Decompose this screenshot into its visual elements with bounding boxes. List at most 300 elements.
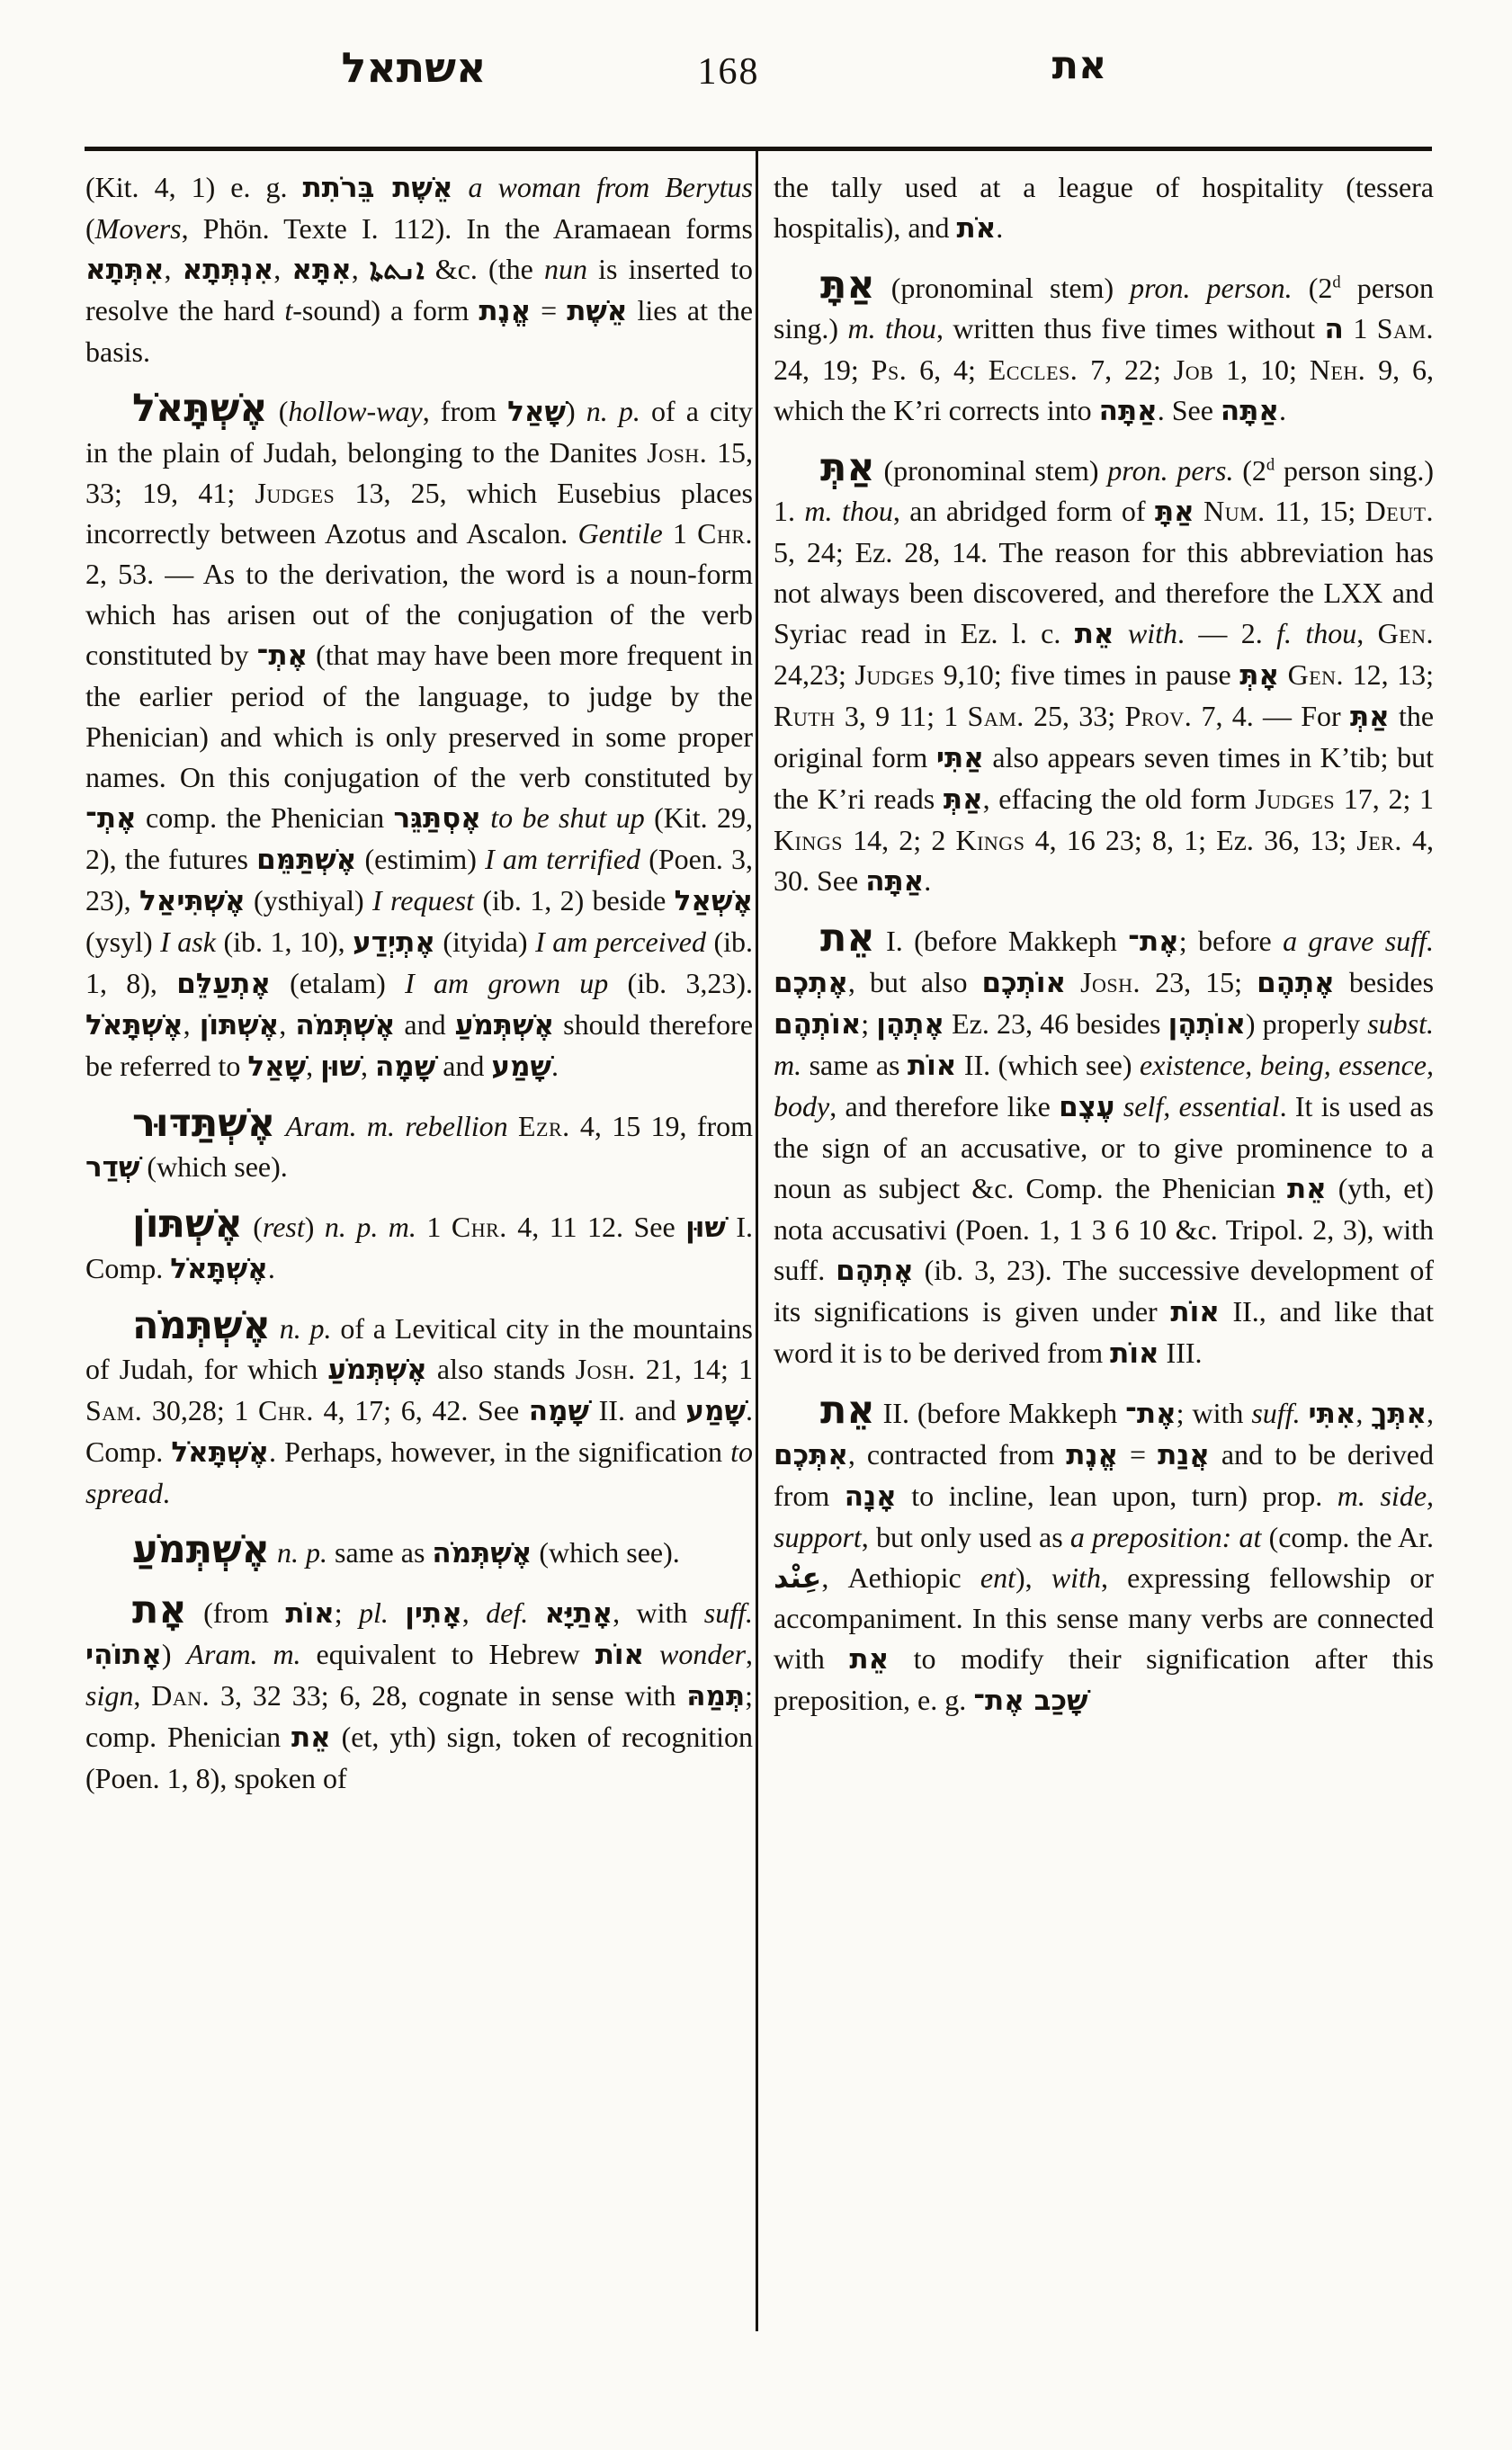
text-segment: , [461,1596,487,1629]
text-segment: (etalam) [270,967,406,999]
text-segment: (Kit. 4, 1) e. g. [85,171,303,203]
text-segment: a grave suff. [1283,925,1435,957]
hebrew-text: אוֹת [1110,1337,1159,1370]
book-reference: Num. [1203,495,1266,527]
book-reference: Ruth [774,700,836,732]
hebrew-headword: אֶשְׁתּוֹן [132,1202,243,1247]
running-head-right-word: את [1051,43,1107,88]
text-segment: , [351,253,370,285]
hebrew-text: אַתָּ [1154,496,1194,528]
text-segment: , [360,1050,375,1082]
text-segment: of a city in the plain of Judah, belonging to the Danites [85,395,754,469]
text-segment [270,1536,277,1569]
text-segment: I request [372,884,475,917]
text-segment: 9,10; five times in pause [935,658,1240,691]
hebrew-headword: אֵת [820,916,875,961]
hebrew-text: אֶשְׁתְּמֹעַ [327,1354,427,1386]
hebrew-text: אֶשְׁתָּאֹל [85,1009,183,1042]
text-segment: of a Levitical city in the mountains of Judah, for which [85,1312,753,1385]
text-segment: 30,28; 1 [142,1394,259,1426]
text-segment: . [924,864,932,897]
text-segment: 4, 16 23; 8, 1; Ez. 36, 13; [1024,824,1357,856]
text-segment: (ib. 1, 2) beside [474,884,675,917]
book-reference: Jer. [1356,824,1402,856]
text-segment: , [133,1679,152,1712]
text-segment: with [1127,617,1177,649]
text-segment: 12, 13; [1344,658,1435,691]
text-segment: n. p. [279,1312,332,1345]
text-segment: suff. [1251,1397,1301,1429]
text-segment: I am grown up [405,967,609,999]
hebrew-text: אוֹת [1170,1296,1220,1328]
text-segment: the original form [774,700,1435,773]
text-segment: (pronominal stem) [874,272,1131,304]
text-segment: same as [801,1049,908,1081]
text-segment: m. side, support [774,1480,1435,1553]
text-segment: 17, 2; 1 [1335,782,1434,815]
text-segment: , Phön. Texte I. 112). In the Aramaean forms [181,212,753,245]
hebrew-headword: אֶשְׁתָּאֹל [132,386,268,431]
text-segment: , [183,1008,200,1041]
book-reference: Chr. [258,1394,314,1426]
text-segment: . [1278,394,1286,426]
text-segment: , but only used as [861,1521,1070,1553]
hebrew-text: אָתִין [405,1597,462,1630]
hebrew-headword: אָת [132,1587,187,1632]
text-segment: Movers [94,212,182,245]
hebrew-text: אֶשְׁתְּמֹה [432,1537,532,1569]
hebrew-text: אֵת [849,1643,890,1676]
text-segment: existence, being, essence, body [774,1049,1435,1122]
dictionary-entry [774,265,1434,432]
hebrew-text: אָנָה [844,1480,897,1513]
hebrew-text: אַתָּה [1220,395,1279,427]
text-segment: pron. pers. [1107,454,1234,487]
hebrew-text: אָתַיָּא [544,1597,613,1630]
text-segment: (2 [1233,454,1266,487]
text-segment: I. Comp. [85,1211,754,1284]
text-segment: 1 [1343,312,1377,344]
dictionary-entry [774,1390,1434,1721]
text-segment: , [273,253,292,285]
text-segment: d [1266,455,1275,475]
text-segment: . [162,1477,170,1509]
text-segment: . Perhaps, however, in the signification [268,1435,731,1468]
book-reference: Chr. [697,517,754,550]
text-segment: , written thus five times without [935,312,1325,344]
continuation-paragraph [85,167,753,372]
column-divider-rule [756,151,758,2331]
hebrew-text: אֵשֶׁת [567,295,628,327]
text-segment: , with [613,1596,704,1629]
dictionary-entry [774,918,1434,1374]
hebrew-headword: אֶשְׁתַּדּוּר [132,1101,276,1146]
text-segment: person sing.) 1. [774,454,1435,527]
text-segment: sign [85,1679,134,1712]
text-segment [1301,1397,1309,1429]
hebrew-text: אֶשְׁתּוֹן [199,1009,280,1042]
page-number: 168 [697,51,760,93]
text-segment: , [1355,1397,1372,1429]
hebrew-text: אָתוֹהִי [85,1639,162,1671]
text-segment: ; [861,1007,877,1040]
hebrew-headword: אֶשְׁתְּמֹעַ [132,1527,270,1572]
text-segment: m. thou [847,312,936,344]
text-segment [481,801,490,834]
text-segment: to modify their signification after this preposition, e. g. [774,1642,1435,1716]
hebrew-text: שׁוּן [320,1051,361,1083]
text-segment: , and therefore like [829,1090,1060,1122]
text-segment: . It is used as the sign of an accusative, or to give prominence to a noun as subject &c. Comp. the Phenician [774,1090,1435,1204]
hebrew-text: שׁוּן [685,1212,726,1244]
hebrew-text: אֵת [1286,1173,1327,1205]
header-rule [85,147,1432,151]
text-segment: is inserted to resolve the hard [85,253,754,326]
hebrew-text: אֵשֶׁת בֵּרֹתִת [302,172,453,204]
book-reference: Kings [774,824,843,856]
text-segment: (ib. 1, 8), [85,925,754,999]
text-segment: (which see). [532,1536,680,1569]
text-segment: I am terrified [485,843,641,875]
hebrew-text: אֶשְׁתִּיאַל [139,885,246,917]
text-segment [271,1312,280,1345]
text-segment: suff. [703,1596,754,1629]
column-right [774,167,1434,1738]
book-reference: Kings [955,824,1025,856]
hebrew-text: אִנְתְּתָא [182,254,274,286]
text-segment: ( [267,395,289,427]
text-segment: , contracted from [847,1438,1067,1471]
text-segment: besides [1334,966,1435,998]
hebrew-text: עֶצֶם [1059,1091,1115,1123]
text-segment: ( [85,212,95,245]
text-segment [1114,617,1127,649]
text-segment: Aram. m. rebellion [285,1110,508,1142]
text-segment: (ityida) [434,925,536,958]
hebrew-text: שְׁדַר [85,1151,140,1184]
text-segment: I am perceived [535,925,706,958]
hebrew-text: אֶתְהֶן [876,1008,944,1041]
text-segment: , [279,1008,296,1041]
text-segment: ; [334,1596,359,1629]
text-segment: 5, 24; Ez. 28, 14. The reason for this abbreviation has not always been discovered, and therefore the LXX and Syriac read in Ez. l. c. [774,536,1434,649]
text-segment: rest [262,1211,305,1243]
text-segment: a woman from Berytus [452,171,753,203]
text-segment: 6, 4; [907,353,989,386]
text-segment: Gentile [577,517,663,550]
book-reference: Chr. [451,1211,507,1243]
text-segment: . Comp. [85,1394,753,1468]
text-segment: (ib. 3, 23). The successive development of its significations is given under [774,1254,1435,1328]
hebrew-text: אֶתְכֶם [774,967,848,999]
hebrew-text: אוֹת [907,1050,957,1082]
text-segment: nun [543,253,587,285]
text-segment [1115,1090,1123,1122]
text-segment: n. p. [276,1536,327,1569]
text-segment: (estimim) [356,843,486,875]
book-reference: Gen. [1287,658,1345,691]
text-segment: also stands [426,1353,576,1385]
book-reference: Judges [1255,782,1336,815]
dictionary-entry [85,386,754,1087]
text-segment: 15, 33; 19, 41; [85,436,754,509]
text-segment: and to be derived from [774,1438,1435,1512]
hebrew-text: אֶתְ־ [256,639,309,672]
hebrew-text: אוֹתְכֶם [981,967,1067,999]
text-segment [1194,495,1203,527]
text-segment: -sound) a form [292,294,479,326]
book-reference: Josh. [575,1353,636,1385]
text-segment: I ask [160,925,216,958]
hebrew-text: אֶשְׁתְּמֹה [295,1009,396,1042]
text-segment [275,1110,285,1142]
hebrew-text: אִתְּתָא [85,254,165,286]
text-segment: wonder [659,1638,747,1670]
text-segment: f. thou [1276,617,1357,649]
hebrew-text: אֶתְ־ [85,802,137,835]
text-segment: 1 [416,1211,452,1243]
book-reference: Josh. [647,436,708,469]
text-segment: hollow-way [288,395,423,427]
hebrew-text: שָׁמַע [491,1051,552,1083]
text-segment: (from [186,1596,286,1629]
hebrew-text: אָתְּ [1239,659,1280,692]
text-segment [644,1638,659,1670]
hebrew-text: אֶשְׁאַל [674,885,754,917]
text-segment: 3, 9 11; 1 [835,700,968,732]
text-segment: ) [161,1638,187,1670]
hebrew-text: שָׁמָה [528,1395,590,1427]
text-segment: a preposition: at [1069,1521,1262,1553]
hebrew-text: אֶת־ [1128,925,1179,958]
text-segment: 1, 10; [1213,353,1310,386]
book-reference: Ps. [871,353,908,386]
text-segment: (Poen. 3, 23), [85,843,754,917]
book-reference: Sam. [1376,312,1435,344]
hebrew-headword: אַתְּ [820,445,875,490]
text-segment: (yth, et) nota accusativi (Poen. 1, 1 3 6 10 &c. Tripol. 2, 3), with suff. [774,1172,1435,1286]
text-segment: ( [242,1211,263,1243]
book-reference: Prov. [1124,700,1193,732]
text-segment: 24,23; [774,658,855,691]
hebrew-text: אִתָּא [291,254,352,286]
text-segment: ), [1015,1561,1051,1594]
text-segment: person sing.) [774,272,1435,344]
hebrew-text: שָׁכַב אֶת־ [973,1685,1088,1717]
book-reference: Sam. [967,700,1024,732]
text-segment: and [435,1050,492,1082]
dictionary-entry [85,1587,754,1799]
text-segment: should therefore be referred to [85,1008,754,1082]
book-reference: Dan. [151,1679,210,1712]
hebrew-text: אֵת [1074,618,1114,650]
hebrew-text: אֶשְׁתְּמֹעַ [454,1009,555,1042]
hebrew-text: שָׁאַל [247,1051,307,1083]
text-segment: Aram. m. [186,1638,301,1670]
text-segment: to spread [85,1435,754,1509]
hebrew-text: ה [1324,313,1344,345]
book-reference: Job [1173,353,1214,386]
text-segment: II., and like that word it is to be derived from [774,1295,1435,1369]
text-segment: , effacing the old form [982,782,1256,815]
syriac-text: ܐܢܬܬܐ [369,252,425,286]
hebrew-text: אֱנֶת [1066,1439,1119,1471]
hebrew-text: שָׁאַל [507,396,566,428]
text-segment: n. p. [586,395,640,427]
text-segment: ent [980,1561,1015,1594]
book-reference: Sam. [85,1394,143,1426]
text-segment: . — 2. [1176,617,1277,649]
text-segment: 24, 19; [774,353,872,386]
text-segment: , [746,1638,754,1670]
text-segment: t [284,294,293,326]
text-segment: , [1356,617,1378,649]
text-segment: = [1118,1438,1159,1471]
dictionary-entry [774,445,1435,902]
hebrew-text: אַתִּי [935,742,984,774]
hebrew-text: שָׁמָה [374,1051,436,1083]
hebrew-text: אֲנַת [1158,1439,1210,1471]
dictionary-entry [85,1204,753,1290]
text-segment: (2 [1292,272,1333,304]
text-segment: the tally used at a league of hospitality (tessera hospitalis), and [774,171,1434,244]
text-segment: to be shut up [490,801,645,834]
text-segment: III. [1159,1337,1203,1369]
text-segment: I. (before Makkeph [874,925,1129,957]
hebrew-text: אֶתְהֶם [836,1255,914,1287]
text-segment: to incline, lean upon, turn) prop. [896,1480,1338,1512]
hebrew-text: שָׁמַע [685,1395,746,1427]
text-segment: ) [304,1211,325,1243]
hebrew-text: אוֹת [285,1597,335,1630]
text-segment: (which see). [139,1150,288,1183]
hebrew-text: אוֹתְהֶן [1168,1008,1246,1041]
text-segment: . See [1157,394,1221,426]
hebrew-text: אֶשְׁתַּמֵּם [256,844,357,876]
book-reference: Judges [854,658,935,691]
text-segment: 21, 14; 1 [635,1353,754,1385]
text-segment: pron. person. [1130,272,1293,304]
text-segment: same as [327,1536,433,1569]
hebrew-text: אֶשְׁתָּאֹל [171,1436,269,1469]
text-segment: with [1051,1561,1101,1594]
text-segment: subst. m. [774,1007,1434,1081]
hebrew-text: אֶתְהֶם [1257,967,1335,999]
hebrew-text: אוֹת [595,1639,645,1671]
book-reference: Ezr. [517,1110,570,1142]
text-segment [389,1596,405,1629]
text-segment: Ez. 23, 46 besides [944,1007,1168,1040]
text-segment: , [164,253,183,285]
text-segment: II. (before Makkeph [874,1397,1126,1429]
text-segment: , [1427,1397,1435,1429]
text-segment: m. thou [804,495,893,527]
text-segment: II. and [589,1394,686,1426]
hebrew-text: אַתָּה [865,865,925,898]
hebrew-text: אִתִּי [1308,1398,1356,1430]
text-segment: 3, 32 33; 6, 28, cognate in sense with [210,1679,687,1712]
text-segment: , from [422,395,508,427]
text-segment: def. [486,1596,529,1629]
text-segment [1279,658,1288,691]
hebrew-text: תְּמַהּ [686,1680,746,1712]
book-reference: Deut. [1364,495,1435,527]
column-left [85,167,753,1815]
text-segment: , an abridged form of [892,495,1155,527]
text-segment: 23, 15; [1141,966,1257,998]
text-segment: (Kit. 29, 2), the futures [85,801,754,875]
hebrew-text: אַתָּה [1098,395,1158,427]
hebrew-text: אֶת־ [1125,1398,1176,1430]
text-segment: (et, yth) sign, token of recognition (Poen. 1, 8), spoken of [85,1721,754,1794]
hebrew-text: אֹת [956,212,997,245]
text-segment: 14, 2; 2 [842,824,956,856]
hebrew-text: אַתְּ [943,783,983,816]
book-reference: Josh. [1080,966,1141,998]
hebrew-text: אֶתְיְדַע [353,926,435,959]
text-segment: d [1332,273,1341,292]
book-reference: Eccles. [988,353,1078,386]
text-segment: , [306,1050,321,1082]
text-segment: (ib. 1, 10), [215,925,353,958]
text-segment: (ib. 3,23). [608,967,754,999]
text-segment: ; with [1176,1397,1252,1429]
hebrew-text: אוֹתְהֶם [774,1008,862,1041]
text-segment: 7, 4. — For [1192,700,1350,732]
dictionary-entry [85,1101,754,1188]
text-segment: ; comp. Phenician [85,1679,754,1753]
text-segment: 7, 22; [1078,353,1174,386]
text-segment: II. (which see) [956,1049,1140,1081]
book-reference: Neh. [1309,353,1366,386]
text-segment: 25, 33; [1024,700,1125,732]
text-segment: 4, 17; 6, 42. See [313,1394,529,1426]
text-segment: ) [565,395,586,427]
text-segment: 2, 53. — As to the derivation, the word is a noun-form which has arisen out of the conjugation of the verb constituted by [85,558,753,671]
hebrew-headword: אַתָּ [820,263,875,308]
text-segment: ; before [1178,925,1284,957]
hebrew-text: אֱנֶת [479,295,532,327]
text-segment: , but also [847,966,982,998]
book-reference: Gen. [1377,617,1435,649]
hebrew-text: אֶשְׁתָּאֹל [170,1253,268,1285]
arabic-text: عِنْد [774,1560,822,1595]
text-segment [1066,966,1080,998]
hebrew-headword: אֶשְׁתְּמֹה [132,1303,271,1348]
hebrew-text: אַתְּ [1349,701,1390,733]
text-segment: , expressing fellowship or accompaniment. In this sense many verbs are connected with [774,1561,1435,1675]
text-segment: lies at the basis. [85,294,754,368]
text-segment: 9, 6, which the K’ri corrects into [774,353,1435,426]
text-segment: (pronominal stem) [874,454,1108,487]
continuation-paragraph [774,167,1434,249]
running-head-left-word: אשתאל [341,43,487,92]
dictionary-entry [85,1303,754,1514]
text-segment [528,1596,544,1629]
text-segment: , Aethiopic [821,1561,980,1594]
text-segment: . [996,211,1004,244]
text-segment: n. p. m. [324,1211,416,1243]
text-segment: ) properly [1245,1007,1368,1040]
text-segment: . [267,1252,275,1284]
text-segment: 13, 25, which Eusebius places incorrectly between Azotus and Ascalon. [85,477,754,550]
hebrew-headword: אֵת [820,1388,875,1433]
text-segment: pl. [359,1596,389,1629]
text-segment: (ysthiyal) [245,884,373,917]
text-segment: also appears seven times in K’tib; but the K’ri reads [774,741,1435,815]
dictionary-entry [85,1527,753,1574]
text-segment: = [531,294,568,326]
